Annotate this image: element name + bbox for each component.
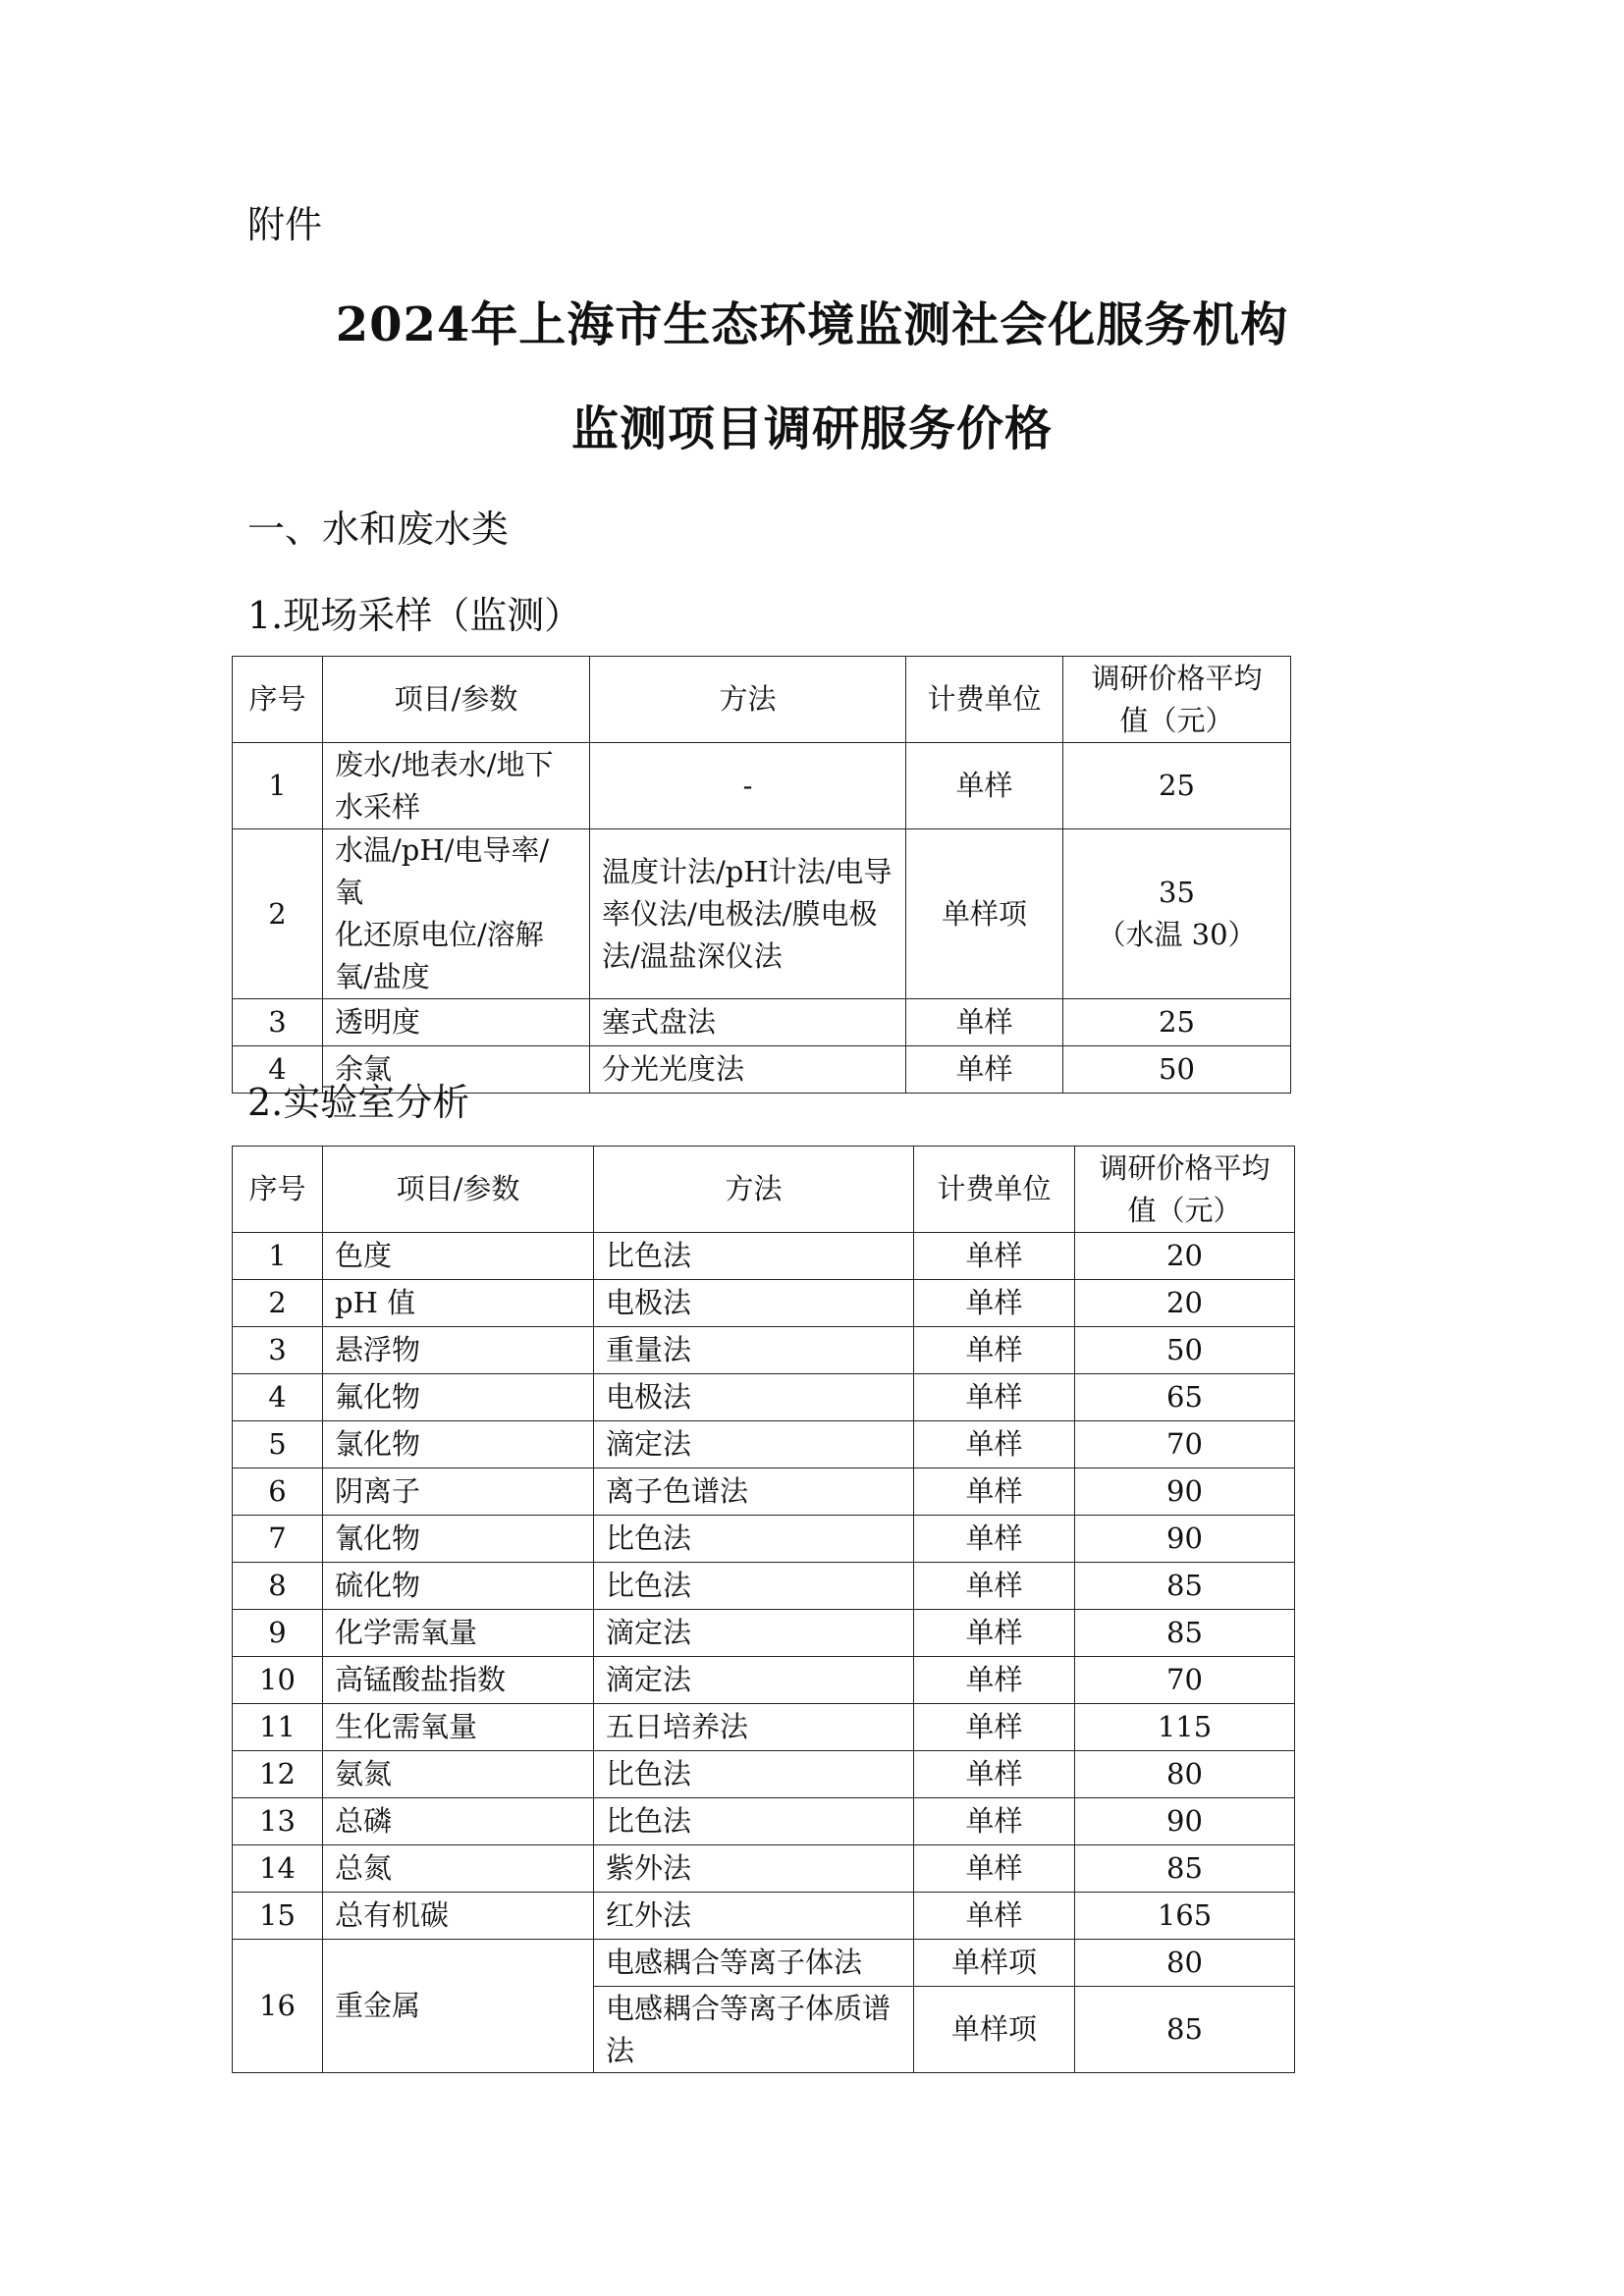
cell-unit: 单样	[906, 999, 1063, 1046]
header-method: 方法	[590, 657, 906, 743]
cell-method	[590, 829, 906, 999]
cell-seq: 3	[233, 1327, 323, 1374]
cell-item-line: 废水/地表水/地下	[335, 747, 554, 781]
cell-method: 分光光度法	[590, 1046, 906, 1094]
attachment-label: 附件	[247, 203, 323, 246]
cell-method: 离子色谱法	[594, 1468, 914, 1516]
table-row	[233, 1563, 1295, 1610]
cell-method: 比色法	[594, 1563, 914, 1610]
cell-item: 氯化物	[323, 1421, 594, 1468]
cell-method-line: 率仪法/电极法/膜电极	[602, 896, 878, 931]
table-row	[233, 1421, 1295, 1468]
cell-unit: 单样	[914, 1751, 1075, 1798]
cell-item: 余氯	[323, 1046, 590, 1094]
cell-unit: 单样	[914, 1280, 1075, 1327]
cell-method: 电感耦合等离子体法	[594, 1940, 914, 1987]
cell-method: 比色法	[594, 1516, 914, 1563]
table-row	[233, 1610, 1295, 1657]
cell-method: 重量法	[594, 1327, 914, 1374]
cell-unit: 单样	[906, 1046, 1063, 1094]
cell-unit: 单样	[914, 1327, 1075, 1374]
cell-method: 滴定法	[594, 1421, 914, 1468]
table-row	[233, 1516, 1295, 1563]
cell-unit: 单样	[914, 1374, 1075, 1421]
cell-price: 85	[1075, 1610, 1295, 1657]
cell-method: -	[590, 743, 906, 829]
table-row	[233, 1233, 1295, 1280]
cell-seq: 7	[233, 1516, 323, 1563]
table-row	[233, 1798, 1295, 1845]
header-method: 方法	[594, 1147, 914, 1233]
header-price	[1075, 1147, 1295, 1233]
cell-method: 比色法	[594, 1233, 914, 1280]
cell-seq: 1	[233, 1233, 323, 1280]
cell-unit: 单样	[914, 1563, 1075, 1610]
cell-seq: 13	[233, 1798, 323, 1845]
cell-price: 90	[1075, 1516, 1295, 1563]
header-unit: 计费单位	[914, 1147, 1075, 1233]
table-row	[233, 829, 1291, 999]
cell-method: 滴定法	[594, 1657, 914, 1704]
cell-method: 塞式盘法	[590, 999, 906, 1046]
table-row	[233, 1468, 1295, 1516]
cell-unit: 单样	[914, 1704, 1075, 1751]
cell-unit: 单样	[914, 1845, 1075, 1893]
cell-item: 悬浮物	[323, 1327, 594, 1374]
cell-price: 85	[1075, 1845, 1295, 1893]
cell-item: 氰化物	[323, 1516, 594, 1563]
cell-price: 70	[1075, 1421, 1295, 1468]
cell-seq: 4	[233, 1374, 323, 1421]
lab-analysis-price-table	[232, 1146, 1295, 2073]
table-row	[233, 1893, 1295, 1940]
cell-item: 重金属	[323, 1940, 594, 2073]
cell-price: 20	[1075, 1280, 1295, 1327]
cell-item: 硫化物	[323, 1563, 594, 1610]
cell-seq: 2	[233, 829, 323, 999]
header-seq: 序号	[233, 657, 323, 743]
cell-price: 25	[1063, 743, 1291, 829]
header-seq: 序号	[233, 1147, 323, 1233]
header-unit: 计费单位	[906, 657, 1063, 743]
cell-method-line: 电感耦合等离子体质谱	[606, 1991, 892, 2025]
cell-unit: 单样	[914, 1893, 1075, 1940]
cell-unit: 单样项	[906, 829, 1063, 999]
cell-item: 氨氮	[323, 1751, 594, 1798]
cell-price: 25	[1063, 999, 1291, 1046]
cell-unit: 单样	[914, 1798, 1075, 1845]
cell-price: 20	[1075, 1233, 1295, 1280]
cell-seq: 10	[233, 1657, 323, 1704]
cell-method: 电极法	[594, 1280, 914, 1327]
cell-method-line: 温度计法/pH计法/电导	[602, 854, 893, 888]
cell-item-line: 水温/pH/电导率/氧	[335, 833, 550, 909]
cell-item: 氟化物	[323, 1374, 594, 1421]
cell-unit: 单样项	[914, 1987, 1075, 2073]
cell-unit: 单样	[906, 743, 1063, 829]
cell-price: 70	[1075, 1657, 1295, 1704]
table-row	[233, 999, 1291, 1046]
cell-item: 色度	[323, 1233, 594, 1280]
cell-item: 高锰酸盐指数	[323, 1657, 594, 1704]
header-price-line-1: 调研价格平均	[1091, 661, 1263, 695]
header-price-line-2: 值（元）	[1119, 703, 1234, 737]
cell-price: 80	[1075, 1940, 1295, 1987]
cell-item-line: 化还原电位/溶解	[335, 918, 544, 951]
cell-unit: 单样项	[914, 1940, 1075, 1987]
cell-seq: 12	[233, 1751, 323, 1798]
document-title-line-2: 监测项目调研服务价格	[570, 401, 1053, 456]
cell-price: 165	[1075, 1893, 1295, 1940]
header-item: 项目/参数	[323, 657, 590, 743]
header-price	[1063, 657, 1291, 743]
cell-unit: 单样	[914, 1657, 1075, 1704]
cell-unit: 单样	[914, 1610, 1075, 1657]
cell-seq: 3	[233, 999, 323, 1046]
cell-price-note: （水温 30）	[1097, 918, 1257, 951]
cell-price: 50	[1075, 1327, 1295, 1374]
cell-seq: 8	[233, 1563, 323, 1610]
cell-price: 80	[1075, 1751, 1295, 1798]
table-row	[233, 1704, 1295, 1751]
cell-method: 电极法	[594, 1374, 914, 1421]
table-row	[233, 1845, 1295, 1893]
cell-method: 五日培养法	[594, 1704, 914, 1751]
cell-seq: 11	[233, 1704, 323, 1751]
cell-seq: 15	[233, 1893, 323, 1940]
table-row	[233, 1327, 1295, 1374]
cell-item: 化学需氧量	[323, 1610, 594, 1657]
cell-method: 比色法	[594, 1751, 914, 1798]
cell-seq: 14	[233, 1845, 323, 1893]
cell-price	[1063, 829, 1291, 999]
cell-item	[323, 829, 590, 999]
cell-item: 透明度	[323, 999, 590, 1046]
section-heading: 一、水和废水类	[247, 507, 510, 551]
cell-seq: 6	[233, 1468, 323, 1516]
cell-method: 红外法	[594, 1893, 914, 1940]
header-item: 项目/参数	[323, 1147, 594, 1233]
cell-price: 50	[1063, 1046, 1291, 1094]
cell-unit: 单样	[914, 1421, 1075, 1468]
table-row	[233, 1374, 1295, 1421]
cell-item: pH 值	[323, 1280, 594, 1327]
cell-unit: 单样	[914, 1516, 1075, 1563]
cell-item: 阴离子	[323, 1468, 594, 1516]
table-row	[233, 1751, 1295, 1798]
header-price-line-2: 值（元）	[1127, 1193, 1242, 1227]
cell-item: 总磷	[323, 1798, 594, 1845]
cell-method: 比色法	[594, 1798, 914, 1845]
cell-price: 90	[1075, 1468, 1295, 1516]
table-header-row	[233, 657, 1291, 743]
document-title-line-1: 2024年上海市生态环境监测社会化服务机构	[335, 297, 1289, 352]
cell-item-line: 氧/盐度	[335, 960, 430, 993]
subsection-heading-sampling: 1.现场采样（监测）	[247, 594, 582, 637]
cell-item-line: 水采样	[335, 789, 421, 824]
table-row	[233, 743, 1291, 829]
cell-seq: 2	[233, 1280, 323, 1327]
cell-method: 紫外法	[594, 1845, 914, 1893]
cell-seq: 16	[233, 1940, 323, 2073]
cell-unit: 单样	[914, 1468, 1075, 1516]
cell-price: 90	[1075, 1798, 1295, 1845]
cell-method-line: 法/温盐深仪法	[602, 938, 783, 973]
cell-price: 65	[1075, 1374, 1295, 1421]
table-row	[233, 1657, 1295, 1704]
cell-method	[594, 1987, 914, 2073]
table-row	[233, 1280, 1295, 1327]
cell-item: 总有机碳	[323, 1893, 594, 1940]
cell-seq: 1	[233, 743, 323, 829]
cell-price: 85	[1075, 1563, 1295, 1610]
cell-seq: 4	[233, 1046, 323, 1094]
cell-seq: 9	[233, 1610, 323, 1657]
cell-method-line: 法	[606, 2033, 635, 2067]
table-header-row	[233, 1147, 1295, 1233]
cell-unit: 单样	[914, 1233, 1075, 1280]
cell-item: 生化需氧量	[323, 1704, 594, 1751]
cell-price-value: 35	[1159, 876, 1195, 909]
cell-price: 115	[1075, 1704, 1295, 1751]
cell-seq: 5	[233, 1421, 323, 1468]
cell-item: 总氮	[323, 1845, 594, 1893]
cell-method: 滴定法	[594, 1610, 914, 1657]
cell-item	[323, 743, 590, 829]
subsection-heading-lab: 2.实验室分析	[247, 1081, 470, 1124]
header-price-line-1: 调研价格平均	[1099, 1150, 1271, 1185]
sampling-price-table	[232, 656, 1291, 1094]
cell-price: 85	[1075, 1987, 1295, 2073]
table-row	[233, 1940, 1295, 1987]
